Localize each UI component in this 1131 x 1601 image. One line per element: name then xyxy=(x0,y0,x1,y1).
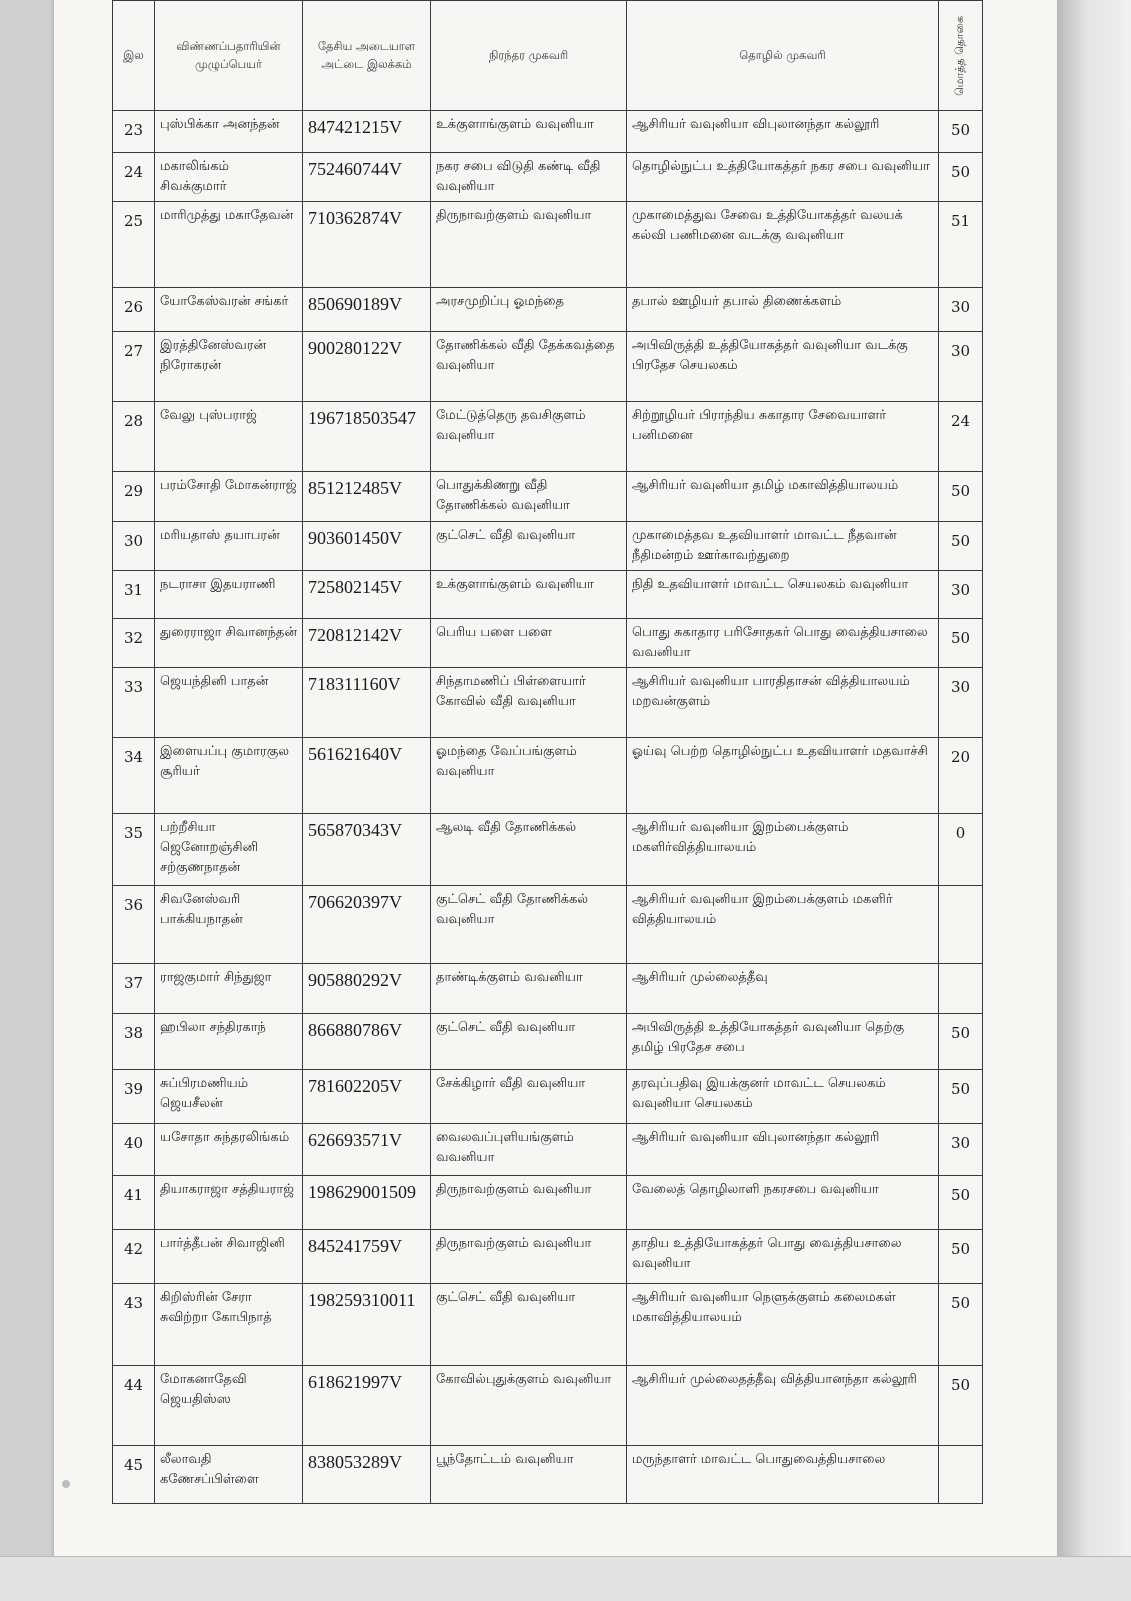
table-row xyxy=(113,153,983,202)
row-amount: 51 xyxy=(939,202,983,288)
row-name: இரத்தினேஸ்வரன் நிரோகரன் xyxy=(155,332,303,402)
row-amount: 24 xyxy=(939,402,983,472)
row-name: வேலு புஸ்பராஜ் xyxy=(155,402,303,472)
table-row xyxy=(113,472,983,521)
row-address: சிந்தாமணிப் பிள்ளையார் கோவில் வீதி வவுனியா xyxy=(431,668,627,738)
row-nic: 838053289V xyxy=(303,1446,431,1504)
row-address: பொதுக்கிணறு வீதி தோணிக்கல் வவுனியா xyxy=(431,472,627,521)
row-nic: 565870343V xyxy=(303,814,431,886)
row-nic: 905880292V xyxy=(303,964,431,1014)
row-amount xyxy=(939,1446,983,1504)
row-work: ஆசிரியர் முல்லைதத்தீவு வித்தியானந்தா கல்லூரி xyxy=(627,1366,939,1446)
row-work: அபிவிருத்தி உத்தியோகத்தர் வவுனியா தெற்கு தமிழ் பிரதேச சபை xyxy=(627,1014,939,1070)
row-amount: 50 xyxy=(939,153,983,202)
row-amount: 30 xyxy=(939,570,983,618)
row-work: அபிவிருத்தி உத்தியோகத்தர் வவுனியா வடக்கு பிரதேச செயலகம் xyxy=(627,332,939,402)
table-row xyxy=(113,402,983,472)
row-nic: 710362874V xyxy=(303,202,431,288)
row-name: சுப்பிரமணியம் ஜெயசீலன் xyxy=(155,1070,303,1124)
row-work: ஆசிரியர் வவுனியா இறம்பைக்குளம் மகளிர் வித்தியாலயம் xyxy=(627,886,939,964)
header-amount xyxy=(939,1,983,111)
row-address: குட்செட் வீதி வவுனியா xyxy=(431,1014,627,1070)
table-row xyxy=(113,1230,983,1284)
row-address: சேக்கிழார் வீதி வவுனியா xyxy=(431,1070,627,1124)
header-work: தொழில் முகவரி xyxy=(627,1,939,111)
table-row xyxy=(113,814,983,886)
row-nic: 781602205V xyxy=(303,1070,431,1124)
row-nic: 850690189V xyxy=(303,288,431,332)
row-address: தாண்டிக்குளம் வவனியா xyxy=(431,964,627,1014)
row-number: 26 xyxy=(113,288,155,332)
row-name: பார்த்தீபன் சிவாஜினி xyxy=(155,1230,303,1284)
row-address: நகர சபை விடுதி கண்டி வீதி வவுனியா xyxy=(431,153,627,202)
row-nic: 851212485V xyxy=(303,472,431,521)
row-number: 40 xyxy=(113,1124,155,1176)
row-name: யசோதா சுந்தரலிங்கம் xyxy=(155,1124,303,1176)
row-name: இளையப்பு குமாரகுல சூரியர் xyxy=(155,738,303,814)
row-name: ராஜகுமார் சிந்துஜா xyxy=(155,964,303,1014)
row-number: 45 xyxy=(113,1446,155,1504)
row-address: உக்குளாங்குளம் வவுனியா xyxy=(431,111,627,153)
row-address: திருநாவற்குளம் வவுனியா xyxy=(431,1176,627,1230)
row-amount: 50 xyxy=(939,1284,983,1366)
punch-hole xyxy=(62,1480,70,1488)
row-address: வைலவப்புளியங்குளம் வவனியா xyxy=(431,1124,627,1176)
table-row xyxy=(113,618,983,667)
row-nic: 720812142V xyxy=(303,618,431,667)
row-name: ஜெயந்தினி பாதன் xyxy=(155,668,303,738)
row-number: 36 xyxy=(113,886,155,964)
table-row xyxy=(113,886,983,964)
row-amount: 20 xyxy=(939,738,983,814)
header-address: நிரந்தர முகவரி xyxy=(431,1,627,111)
row-amount xyxy=(939,964,983,1014)
row-name: மகாலிங்கம் சிவக்குமார் xyxy=(155,153,303,202)
row-nic: 626693571V xyxy=(303,1124,431,1176)
row-amount: 30 xyxy=(939,668,983,738)
row-number: 25 xyxy=(113,202,155,288)
row-work: ஆசிரியர் வவுனியா நெளுக்குளம் கலைமகள் மகாவித்தியாலயம் xyxy=(627,1284,939,1366)
row-number: 43 xyxy=(113,1284,155,1366)
row-work: ஆசிரியர் வவுனியா தமிழ் மகாவித்தியாலயம் xyxy=(627,472,939,521)
row-address: குட்செட் வீதி வவுனியா xyxy=(431,1284,627,1366)
row-nic: 866880786V xyxy=(303,1014,431,1070)
row-nic: 903601450V xyxy=(303,521,431,570)
row-work: ஆசிரியர் வவுனியா விபுலானந்தா கல்லூரி xyxy=(627,1124,939,1176)
row-number: 44 xyxy=(113,1366,155,1446)
row-number: 34 xyxy=(113,738,155,814)
row-number: 38 xyxy=(113,1014,155,1070)
row-amount xyxy=(939,886,983,964)
page-edge xyxy=(1057,0,1131,1600)
row-address: தோணிக்கல் வீதி தேக்கவத்தை வவுனியா xyxy=(431,332,627,402)
row-amount: 50 xyxy=(939,1070,983,1124)
table-row xyxy=(113,521,983,570)
header-no: இல xyxy=(113,1,155,111)
row-address: குட்செட் வீதி தோணிக்கல் வவுனியா xyxy=(431,886,627,964)
row-work: ஓய்வு பெற்ற தொழில்நுட்ப உதவியாளர் மதவாச்சி xyxy=(627,738,939,814)
row-nic: 706620397V xyxy=(303,886,431,964)
row-amount: 50 xyxy=(939,1366,983,1446)
header-amount-label: மொத்த தொகை xyxy=(953,15,967,96)
row-work: முகாமைத்துவ சேவை உத்தியோகத்தர் வலயக் கல்வி பணிமனை வடக்கு வவுனியா xyxy=(627,202,939,288)
row-work: ஆசிரியர் வவுனியா விபுலானந்தா கல்லூரி xyxy=(627,111,939,153)
table-row xyxy=(113,1124,983,1176)
row-amount: 50 xyxy=(939,1230,983,1284)
row-work: தபால் ஊழியர் தபால் திணைக்களம் xyxy=(627,288,939,332)
row-name: பற்றீசியா ஜெனோறஞ்சினி சற்குணநாதன் xyxy=(155,814,303,886)
row-name: கிறிஸ்ரின் சேரா சுவிற்றா கோபிநாத் xyxy=(155,1284,303,1366)
row-nic: 561621640V xyxy=(303,738,431,814)
row-amount: 0 xyxy=(939,814,983,886)
row-name: புஸ்பிக்கா அனந்தன் xyxy=(155,111,303,153)
table-row xyxy=(113,1446,983,1504)
row-nic: 900280122V xyxy=(303,332,431,402)
row-work: தொழில்நுட்ப உத்தியோகத்தர் நகர சபை வவுனியா xyxy=(627,153,939,202)
row-name: லீலாவதி கணேசப்பிள்ளை xyxy=(155,1446,303,1504)
row-address: திருநாவற்குளம் வவுனியா xyxy=(431,1230,627,1284)
row-work: ஆசிரியர் முல்லைத்தீவு xyxy=(627,964,939,1014)
table-body xyxy=(113,111,983,1504)
row-name: பரம்சோதி மோகன்ராஜ் xyxy=(155,472,303,521)
row-address: ஓமந்தை வேப்பங்குளம் வவுனியா xyxy=(431,738,627,814)
row-amount: 30 xyxy=(939,288,983,332)
row-nic: 845241759V xyxy=(303,1230,431,1284)
row-number: 27 xyxy=(113,332,155,402)
row-work: சிற்றூழியர் பிராந்திய சுகாதார சேவையாளர் பனிமனை xyxy=(627,402,939,472)
applicant-table xyxy=(112,0,983,1504)
page-bottom-edge xyxy=(0,1556,1131,1601)
row-number: 31 xyxy=(113,570,155,618)
row-number: 28 xyxy=(113,402,155,472)
row-number: 35 xyxy=(113,814,155,886)
row-address: திருநாவற்குளம் வவுனியா xyxy=(431,202,627,288)
row-work: மருந்தாளர் மாவட்ட பொதுவைத்தியசாலை xyxy=(627,1446,939,1504)
row-address: கோவில்புதுக்குளம் வவுனியா xyxy=(431,1366,627,1446)
row-name: தியாகராஜா சத்தியராஜ் xyxy=(155,1176,303,1230)
table-row xyxy=(113,1070,983,1124)
header-nic: தேசிய அடையாள அட்டை இலக்கம் xyxy=(303,1,431,111)
row-number: 32 xyxy=(113,618,155,667)
row-amount: 50 xyxy=(939,1014,983,1070)
row-work: வேலைத் தொழிலாளி நகரசபை வவுனியா xyxy=(627,1176,939,1230)
row-amount: 50 xyxy=(939,472,983,521)
row-number: 30 xyxy=(113,521,155,570)
row-address: குட்செட் வீதி வவுனியா xyxy=(431,521,627,570)
row-amount: 50 xyxy=(939,521,983,570)
table-row xyxy=(113,1014,983,1070)
row-number: 24 xyxy=(113,153,155,202)
row-nic: 718311160V xyxy=(303,668,431,738)
row-work: பொது சுகாதார பரிசோதகர் பொது வைத்தியசாலை வவனியா xyxy=(627,618,939,667)
row-work: முகாமைத்தவ உதவியாளர் மாவட்ட நீதவான் நீதிமன்றம் ஊர்காவற்துறை xyxy=(627,521,939,570)
row-name: யோகேஸ்வரன் சங்கர் xyxy=(155,288,303,332)
row-address: அரசமுறிப்பு ஓமந்தை xyxy=(431,288,627,332)
row-number: 23 xyxy=(113,111,155,153)
row-work: தாதிய உத்தியோகத்தர் பொது வைத்தியசாலை வவுனியா xyxy=(627,1230,939,1284)
row-nic: 198259310011 xyxy=(303,1284,431,1366)
row-address: பெரிய பளை பளை xyxy=(431,618,627,667)
table-row xyxy=(113,332,983,402)
row-name: துரைராஜா சிவானந்தன் xyxy=(155,618,303,667)
row-address: மேட்டுத்தெரு தவசிகுளம் வவுனியா xyxy=(431,402,627,472)
table-row xyxy=(113,964,983,1014)
row-work: தரவுப்பதிவு இயக்குனர் மாவட்ட செயலகம் வவுனியா செயலகம் xyxy=(627,1070,939,1124)
row-number: 41 xyxy=(113,1176,155,1230)
table-row xyxy=(113,668,983,738)
table-row xyxy=(113,111,983,153)
row-name: ஹபிலா சந்திரகாந் xyxy=(155,1014,303,1070)
row-name: மோகனாதேவி ஜெயதிஸ்ஸ xyxy=(155,1366,303,1446)
row-amount: 30 xyxy=(939,332,983,402)
row-number: 37 xyxy=(113,964,155,1014)
table-row xyxy=(113,1366,983,1446)
table-row xyxy=(113,1284,983,1366)
row-address: பூந்தோட்டம் வவுனியா xyxy=(431,1446,627,1504)
row-name: மரியதாஸ் தயாபரன் xyxy=(155,521,303,570)
row-amount: 50 xyxy=(939,111,983,153)
row-address: ஆலடி வீதி தோணிக்கல் xyxy=(431,814,627,886)
table-header-row xyxy=(113,1,983,111)
row-nic: 618621997V xyxy=(303,1366,431,1446)
row-number: 39 xyxy=(113,1070,155,1124)
row-amount: 30 xyxy=(939,1124,983,1176)
row-name: மாரிமுத்து மகாதேவன் xyxy=(155,202,303,288)
row-work: ஆசிரியர் வவுனியா இறம்பைக்குளம் மகளிர்வித்தியாலயம் xyxy=(627,814,939,886)
row-nic: 752460744V xyxy=(303,153,431,202)
header-name: விண்ணப்பதாரியின் முழுப்பெயர் xyxy=(155,1,303,111)
row-nic: 847421215V xyxy=(303,111,431,153)
table-row xyxy=(113,738,983,814)
row-number: 29 xyxy=(113,472,155,521)
row-name: நடராசா இதயராணி xyxy=(155,570,303,618)
row-name: சிவனேஸ்வரி பாக்கியநாதன் xyxy=(155,886,303,964)
row-nic: 198629001509 xyxy=(303,1176,431,1230)
table-row xyxy=(113,288,983,332)
table-row xyxy=(113,202,983,288)
row-nic: 196718503547 xyxy=(303,402,431,472)
row-address: உக்குளாங்குளம் வவுனியா xyxy=(431,570,627,618)
row-number: 42 xyxy=(113,1230,155,1284)
row-work: நிதி உதவியாளர் மாவட்ட செயலகம் வவுனியா xyxy=(627,570,939,618)
table-row xyxy=(113,1176,983,1230)
row-number: 33 xyxy=(113,668,155,738)
row-work: ஆசிரியர் வவுனியா பாரதிதாசன் வித்தியாலயம் மறவன்குளம் xyxy=(627,668,939,738)
row-amount: 50 xyxy=(939,618,983,667)
table-row xyxy=(113,570,983,618)
row-nic: 725802145V xyxy=(303,570,431,618)
row-amount: 50 xyxy=(939,1176,983,1230)
